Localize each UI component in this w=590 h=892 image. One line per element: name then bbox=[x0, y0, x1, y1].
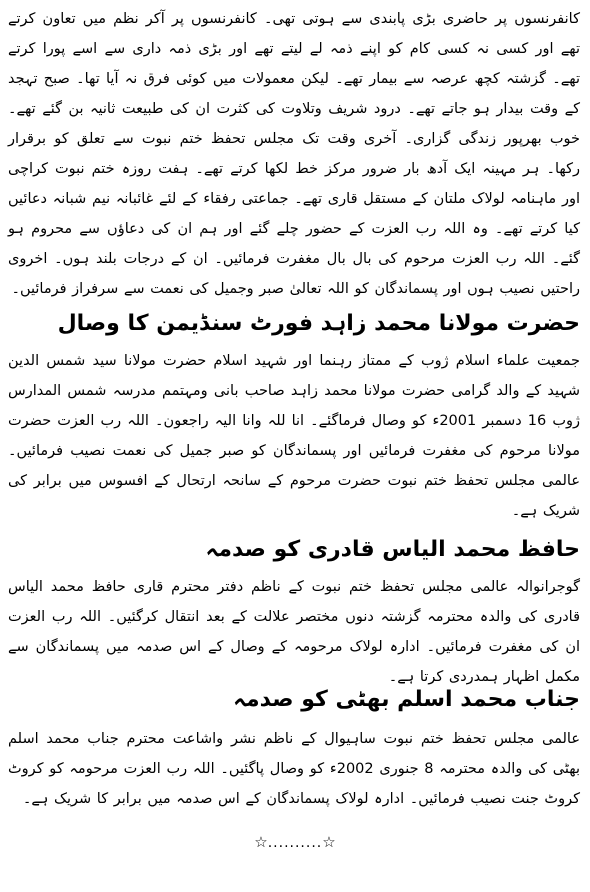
paragraph-tribute: کانفرنسوں پر حاضری بڑی پابندی سے ہوتی تھی۔ کانفرنسوں پر آکر نظم میں تعاون کرتے تھے اور کسی نہ کسی کام کو اپنے ذمہ لے لیتے تھے اور بڑی ذمہ داری سے اسے پورا کرتے تھے۔ گزشتہ کچھ عرصہ سے بیمار تھے۔ لیکن معمولات میں کوئی فرق نہ آیا تھا۔ صبح تہجد کے وقت بیدار ہو جاتے تھے۔ درود شریف وتلاوت کی کثرت ان کی طبیعت ثانیہ بن گئے تھے۔ خوب بھرپور زندگی گزاری۔ آخری وقت تک مجلس تحفظ ختم نبوت سے تعلق کو برقرار رکھا۔ ہر مہینہ ایک آدھ بار ضرور مرکز خط لکھا کرتے تھے۔ ہفت روزہ ختم نبوت کراچی اور ماہنامہ لولاک ملتان کے مستقل قاری تھے۔ جماعتی رفقاء کے لئے غائبانہ نیم شبانہ دعائیں کیا کرتے تھے۔ وہ اللہ رب العزت کے حضور چلے گئے اور ہم ان کی دعاؤں سے محروم ہو گئے۔ اللہ رب العزت مرحوم کی بال بال مغفرت فرمائیں۔ ان کے درجات بلند ہوں۔ اخروی راحتیں نصیب ہوں اور پسماندگان کو اللہ تعالیٰ صبر وجمیل کی نعمت سے سرفراز فرمائیں۔ bbox=[8, 11, 580, 297]
divider-dots: .......... bbox=[267, 835, 323, 851]
paragraph-aslam-bhatti: عالمی مجلس تحفظ ختم نبوت ساہیوال کے ناظم نشر واشاعت محترم جناب محمد اسلم بھٹی کی والدہ محترمہ 8 جنوری 2002ء کو وصال پاگئیں۔ اللہ رب العزت مرحومہ کو کروٹ کروٹ جنت نصیب فرمائیں۔ ادارہ لولاک پسماندگان کے اس صدمہ میں برابر کا شریک ہے۔ bbox=[8, 731, 580, 807]
section-divider bbox=[0, 832, 590, 853]
heading-maulana-zahid: حضرت مولانا محمد زاہد فورٹ سنڈیمن کا وصال bbox=[57, 311, 580, 336]
heading-aslam-bhatti: جناب محمد اسلم بھٹی کو صدمہ bbox=[233, 687, 580, 712]
star-icon: ☆ bbox=[254, 833, 268, 851]
paragraph-ilyas-qadri: گوجرانوالہ عالمی مجلس تحفظ ختم نبوت کے ناظم دفتر محترم قاری حافظ محمد الیاس قادری کی والدہ محترمہ گزشتہ دنوں مختصر علالت کے بعد انتقال کرگئیں۔ اللہ رب العزت ان کی مغفرت فرمائیں۔ ادارہ لولاک مرحومہ کے وصال کے اس صدمہ میں پسماندگان سے مکمل اظہار ہمدردی کرتا ہے۔ bbox=[8, 579, 580, 685]
paragraph-maulana-zahid: جمعیت علماء اسلام ژوب کے ممتاز رہنما اور شہید اسلام حضرت مولانا سید شمس الدین شہید کے والد گرامی حضرت مولانا محمد زاہد صاحب بانی ومہتمم مدرسہ شمس المدارس ژوب 16 دسمبر 2001ء کو وصال فرماگئے۔ انا للہ وانا الیہ راجعون۔ اللہ رب العزت حضرت مولانا مرحوم کی مغفرت فرمائیں اور پسماندگان کو صبر جمیل کی نعمت نصیب فرمائیں۔ عالمی مجلس تحفظ ختم نبوت حضرت مرحوم کے سانحہ ارتحال کے افسوس میں برابر کی شریک ہے۔ bbox=[8, 353, 581, 519]
heading-ilyas-qadri: حافظ محمد الیاس قادری کو صدمہ bbox=[205, 537, 580, 562]
star-icon: ☆ bbox=[322, 833, 336, 851]
